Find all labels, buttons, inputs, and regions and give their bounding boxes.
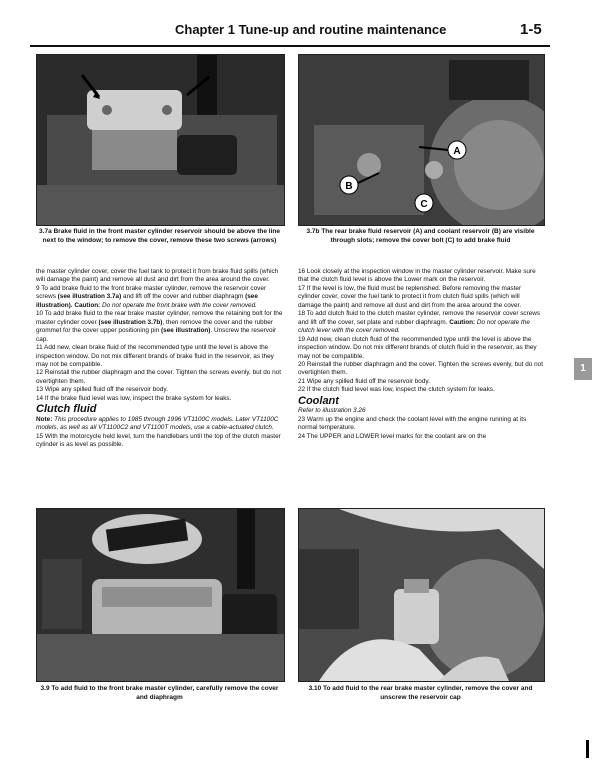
paragraph-10: 10 To add brake fluid to the rear brake master cylinder, remove the retaining bolt for the master cylinder cover (see illustration 3.7b), then remove the cover and the rubber grommet for the cover upper positioning pin (see illustration). Unscrew the reservoir cap. [36,310,283,343]
paragraph-21: 21 Wipe any spilled fluid off the reservoir body. [298,377,430,385]
right-column-text [298,268,543,441]
page-edge-mark [586,740,589,758]
label-c: C [420,199,428,210]
fig-3-7b-caption: 3.7b The rear brake fluid reservoir (A) and coolant reservoir (B) are visible through slots; remove the cover bolt (C) to add brake fluid [306,228,535,244]
paragraph-12: 12 Reinstall the rubber diaphragm and the cover. Tighten the screws evenly, but do not overtighten them. [36,369,282,385]
note: Note: This procedure applies to 1985 through 1996 VT1100C models. Later VT1100C models, as well as all VT1100C2 and VT1100T models, use a cable-actuated clutch. [36,415,279,432]
photo-front-master-cylinder-open [36,508,285,682]
fig-3-9-caption: 3.9 To add fluid to the front brake master cylinder, carefully remove the cover and diaphragm [40,685,279,701]
paragraph-13: 13 Wipe any spilled fluid off the reservoir body. [36,386,168,394]
heading-clutch-fluid: Clutch fluid [36,403,97,416]
paragraph-24: 24 The UPPER and LOWER level marks for the coolant are on the [298,432,487,440]
paragraph-14: 14 If the brake fluid level was low, inspect the brake system for leaks. [36,394,232,402]
paragraph-8-cont: the master cylinder cover, cover the fuel tank to protect it from brake fluid spills (which will damage the paint) and remove all dust and dirt from the area around the cover. [36,268,279,284]
photo-rear-reservoirs [298,54,545,226]
paragraph-15: 15 With the motorcycle held level, turn the handlebars until the top of the clutch master cylinder is as level as possible. [36,432,281,449]
label-b: B [345,181,353,192]
left-column-text [36,268,283,450]
header-rule [30,45,550,47]
illustration-reference: Refer to illustration 3.26 [298,407,366,415]
label-a: A [453,146,461,157]
paragraph-9: 9 To add brake fluid to the front brake master cylinder, remove the reservoir cover screws (see illustration 3.7a) and lift off the cover and rubber diaphragm (see illustration). Caution: Do not operate the front brake with the cover removed. [36,284,267,309]
heading-coolant: Coolant [298,394,339,407]
paragraph-23: 23 Warm up the engine and check the coolant level with the engine running at its normal temperature. [298,415,527,432]
paragraph-20: 20 Reinstall the rubber diaphragm and the cover. Tighten the screws evenly, but do not overtighten them. [298,360,544,377]
fig-3-10-caption: 3.10 To add fluid to the rear brake master cylinder, remove the cover and unscrew the reservoir cap [308,685,533,701]
paragraph-11: 11 Add new, clean brake fluid of the recommended type until the level is above the inspection window. Do not mix different brands of brake fluid in the reservoir, as they may not be compatible. [36,344,274,368]
page-number: 1-5 [520,21,542,38]
chapter-thumb-tab: 1 [574,358,592,380]
photo-rear-master-cylinder [298,508,545,682]
fig-3-7a-caption: 3.7a Brake fluid in the front master cylinder reservoir should be above the line next to the window; to remove the cover, remove these two screws (arrows) [39,228,280,244]
paragraph-17: 17 If the level is low, the fluid must be replenished. Before removing the master cylinder cover, cover the fuel tank to protect it from clutch fluid spills (which will damage the paint) and remove all dust and dirt from the area around the cover. [298,284,522,309]
photo-front-master-cylinder [36,54,285,226]
paragraph-16: 16 Look closely at the inspection window in the master cylinder reservoir. Make sure that the clutch fluid level is above the Lower mark on the reservoir. [298,268,536,284]
paragraph-22: 22 If the clutch fluid level was low, inspect the clutch system for leaks. [298,386,495,394]
chapter-title: Chapter 1 Tune-up and routine maintenance [175,22,447,37]
paragraph-18: 18 To add clutch fluid to the clutch master cylinder, remove the reservoir cover screws and lift off the cover, set plate and rubber diaphragm. Caution: Do not operate the clutch lever with the cover removed. [298,310,541,335]
paragraph-19: 19 Add new, clean clutch fluid of the recommended type until the level is above the inspection window. Do not mix different brands of clutch fluid in the reservoir, as they may not be compatible. [298,335,537,360]
